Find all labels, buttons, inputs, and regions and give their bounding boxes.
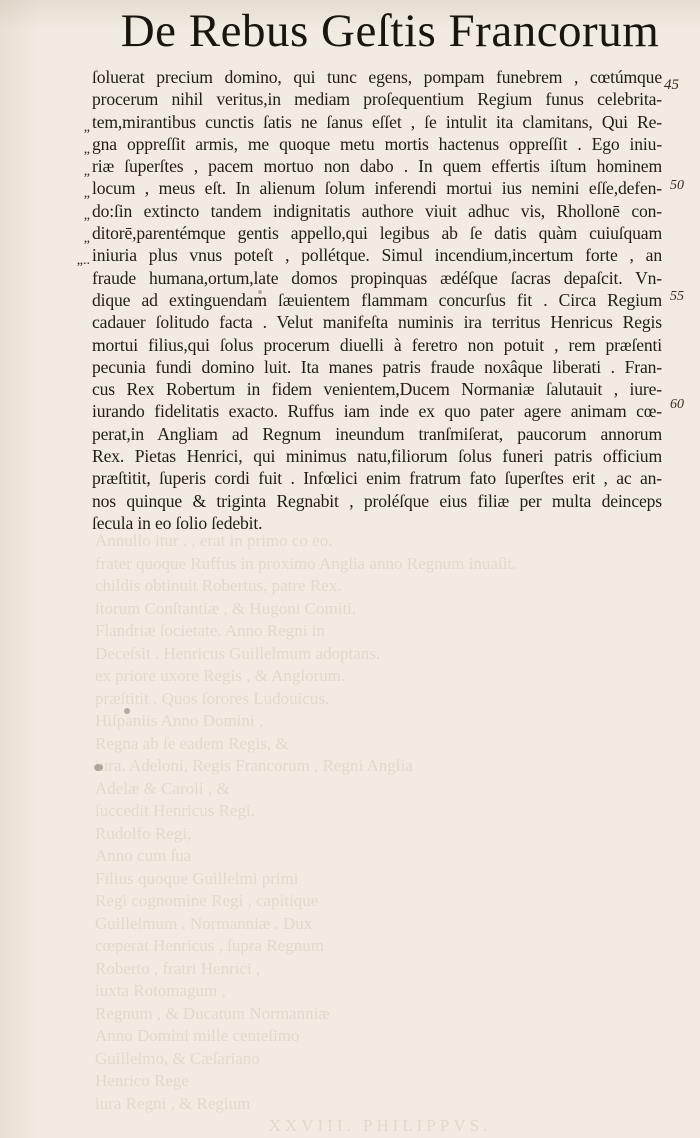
bleed-line: ex priore uxore Regis , & Anglorum. bbox=[95, 666, 346, 685]
bleed-line: Guillelmum . Normanniæ . Dux bbox=[95, 913, 313, 933]
text-line: iurando fidelitatis exacto. Ruffus iam inde ex quo pater agere animam cœ- bbox=[92, 401, 662, 422]
text-line: cadauer ſolitudo facta . Velut manifeſta numinis ira territus Henricus Regis bbox=[92, 312, 662, 333]
text-line: Rex. Pietas Henrici, qui minimus natu,filiorum ſolus funeri patris officium bbox=[92, 446, 662, 467]
margin-quote-mark: „ bbox=[83, 120, 90, 135]
margin-quote-mark: „ bbox=[83, 231, 90, 246]
bleed-line: frater quoque Ruffus in proximo Anglia anno Regnum inuaſit. bbox=[95, 553, 517, 573]
line-number: 60 bbox=[670, 397, 684, 412]
bleed-line: Roberto , fratri Henrici , bbox=[95, 958, 261, 978]
text-line: præſtitit, ſuperis cordi fuit . Infœlici enim fratrum fato ſuperſtes erit , ac an- bbox=[92, 468, 662, 489]
bleed-line: Regi cognomine Regi , capitique bbox=[95, 891, 319, 910]
text-line: ditorē,parentémque gentis appello,qui legibus ab ſe datis quàm cuiuſquam bbox=[92, 223, 662, 244]
ink-smudge bbox=[258, 290, 262, 294]
text-line: iniuria plus vnus poteſt , pollétque. Simul incendium,incertum forte , an bbox=[92, 245, 662, 266]
bleed-line: præſtitit . Quos ſorores Ludouicus. bbox=[95, 688, 330, 708]
ink-smudge bbox=[124, 708, 130, 714]
bleed-line: Hiſpaniis Anno Domini , bbox=[95, 711, 264, 730]
line-number: 50 bbox=[670, 178, 684, 193]
bleed-line: Regna ab ſe eadem Regis, & bbox=[95, 733, 289, 753]
text-line: dique ad extinguendam ſæuientem flammam concurſus fit . Circa Regium bbox=[92, 289, 662, 310]
margin-quote-mark: „ bbox=[83, 142, 90, 157]
bleed-through-text bbox=[95, 530, 665, 1138]
margin-quote-mark: „ bbox=[83, 208, 90, 223]
text-line: perat,in Angliam ad Regnum ineundum tranſmiſerat, paucorum annorum bbox=[92, 423, 662, 444]
bleed-line: Guillelmo, & Cæſariano bbox=[95, 1048, 260, 1068]
margin-quote-mark: „ bbox=[83, 164, 90, 179]
bleed-line: Deceſsit . Henricus Guillelmum adoptans. bbox=[95, 643, 381, 663]
bleed-line: Anno cum ſua bbox=[95, 846, 192, 865]
text-line: do:ſin extincto tandem indignitatis authore viuit adhuc vis, Rhollonē con- bbox=[92, 200, 662, 221]
ink-smudge bbox=[94, 764, 103, 771]
bleed-line: iura Regni , & Regium bbox=[95, 1093, 251, 1113]
bleed-line: childis obtinuit Robertus, patre Rex. bbox=[95, 576, 342, 595]
bleed-line: Adelæ & Caroli , & bbox=[95, 778, 230, 798]
text-line: mortui filius,qui ſolus procerum diuelli à feretro non potuit , rem præſenti bbox=[92, 334, 662, 355]
text-line: procerum nihil veritus,in mediam proſequentium Regium funus celebrita- bbox=[92, 89, 662, 110]
text-line: ſoluerat precium domino, qui tunc egens, pompam funebrem , cœtúmque bbox=[92, 67, 662, 87]
bleed-line: cœperat Henricus , ſupra Regnum bbox=[95, 936, 324, 955]
text-line: tem,mirantibus cunctis ſatis ne ſanus eſſet , ſe intulit ita clamitans, Qui Re- bbox=[92, 111, 662, 132]
main-text bbox=[92, 66, 662, 534]
text-line: locum , meus eſt. In alienum ſolum inferendi mortui ius nemini eſſe,defen- bbox=[92, 178, 662, 199]
bleed-line: ſtorum Conſtantiæ , & Hugoni Comiti. bbox=[95, 598, 357, 618]
bleed-line: Anno Domini mille centeſimo bbox=[95, 1026, 300, 1045]
margin-quote-mark: „ bbox=[83, 186, 90, 201]
text-line: ſecula in eo ſolio ſedebit. bbox=[92, 512, 263, 533]
bleed-line: Rudolfo Regi, bbox=[95, 823, 192, 843]
bleed-line: Flandriæ ſocietate. Anno Regni in bbox=[95, 621, 325, 640]
bleed-line: Annullo itur . , erat in primo co eo. bbox=[95, 531, 333, 550]
bleed-line: ſuccedit Henricus Regi. bbox=[95, 801, 256, 820]
bleed-line: Henrico Rege bbox=[95, 1071, 189, 1090]
page-number: 45 bbox=[664, 77, 679, 93]
bleed-line: Filius quoque Guillelmi primi bbox=[95, 868, 299, 888]
margin-quote-mark: „.. bbox=[76, 253, 90, 268]
text-line: gna oppreſſit armis, me quoque metu mortis hactenus oppreſſit . Ego iniu- bbox=[92, 133, 662, 154]
running-title: De Rebus Geſtis Francorum bbox=[120, 5, 660, 57]
bleed-line: Regnum , & Ducatum Normanniæ bbox=[95, 1003, 330, 1023]
bleed-line: XXVIII. PHILIPPVS. bbox=[268, 1116, 492, 1135]
bleed-line: iura. Adeloni, Regis Francorum , Regni Anglia bbox=[95, 756, 413, 775]
line-number: 55 bbox=[670, 289, 684, 304]
bleed-line: iuxta Rotomagum , bbox=[95, 981, 226, 1000]
text-line: fraude humana,ortum,late domos propinquas ædéſque ſacras depaſcit. Vn- bbox=[92, 267, 662, 288]
text-line: cus Rex Robertum in fidem venientem,Ducem Normaniæ ſalutauit , iure- bbox=[92, 379, 662, 400]
text-line: nos quinque & triginta Regnabit , proléſque eius filiæ per multa deinceps bbox=[92, 490, 662, 511]
text-line: riæ ſuperſtes , pacem mortuo non dabo . In quem effertis iſtum hominem bbox=[92, 156, 662, 177]
text-line: pecunia fundi domino luit. Ita manes patris fraude noxâque liberati . Fran- bbox=[92, 356, 662, 377]
